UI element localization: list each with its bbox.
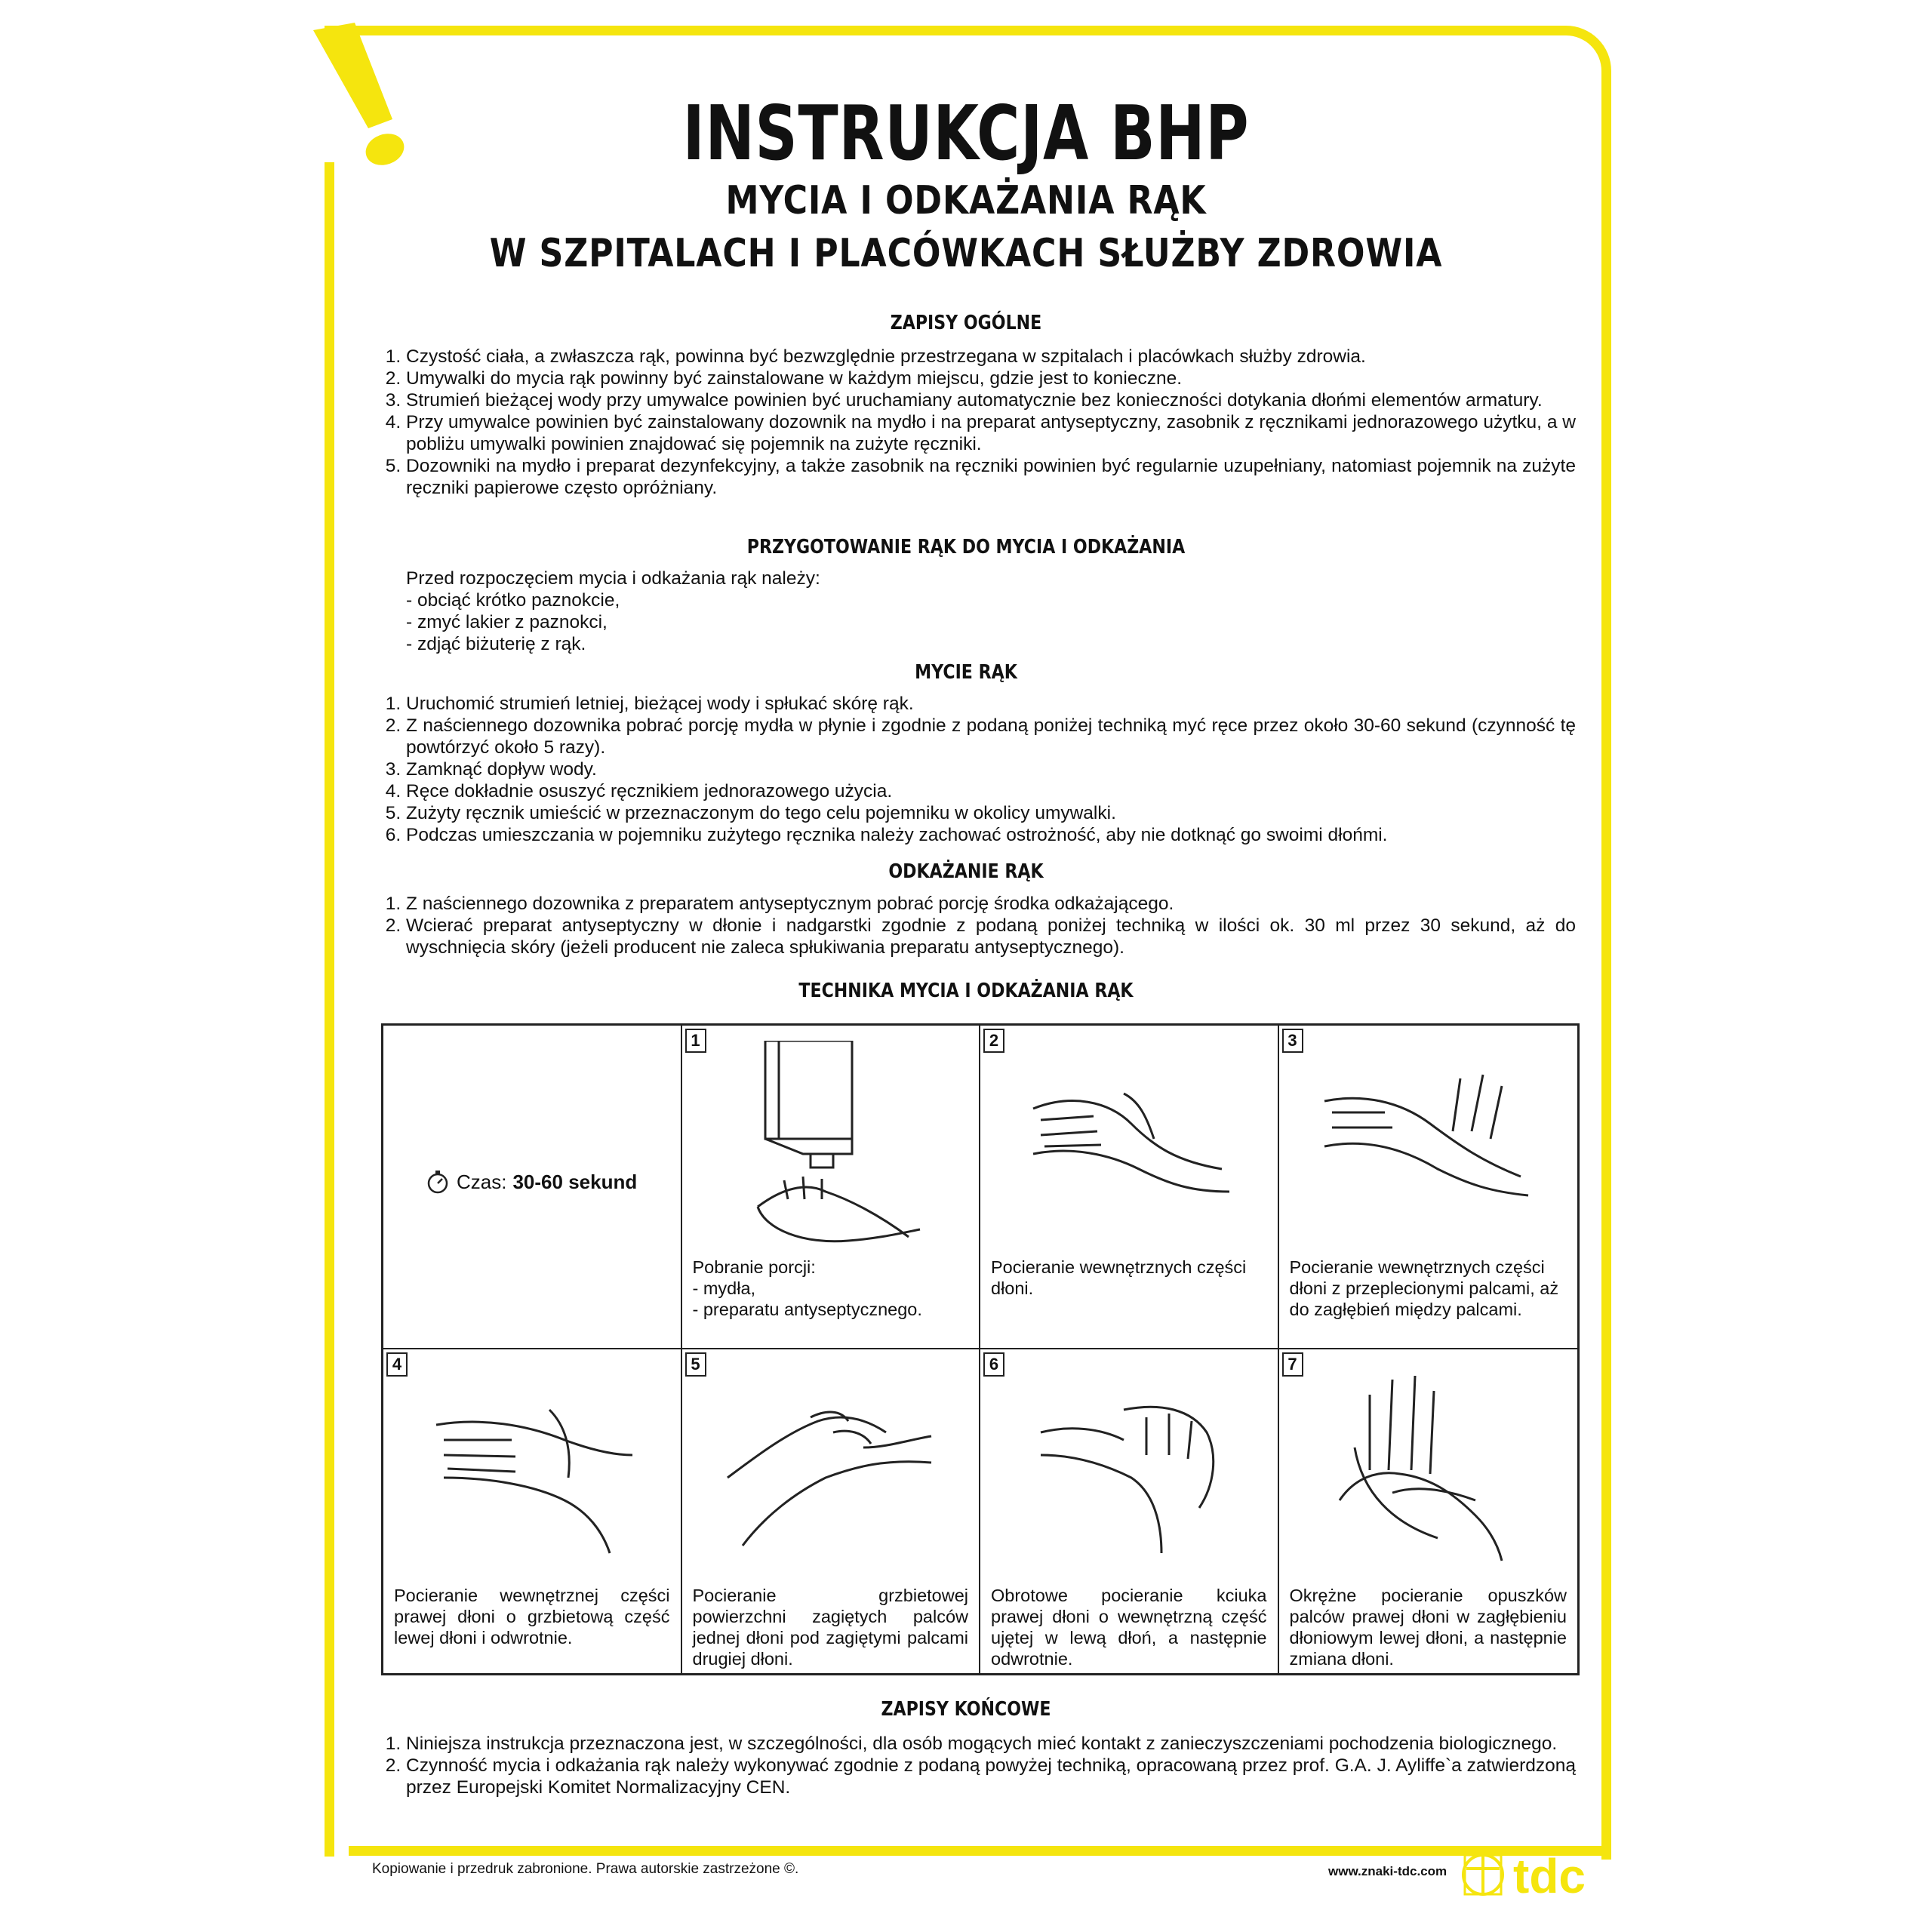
step-caption: Okrężne pocieranie opuszków palców prawej dłoni w zagłębieniu dłoniowym lewej dłoni, a następnie zmiana dłoni.: [1289, 1586, 1567, 1669]
step-4-cell: [383, 1349, 682, 1673]
list-item: 1. Czystość ciała, a zwłaszcza rąk, powinna być bezwzględnie przestrzegana w szpitalach i placówkach służby zdrowia.: [406, 346, 1576, 368]
preparation-intro: Przed rozpoczęciem mycia i odkażania rąk należy:: [406, 568, 820, 589]
list-item: 4. Ręce dokładnie osuszyć ręcznikiem jednorazowego użycia.: [406, 780, 1576, 802]
step-5-cell: [682, 1349, 981, 1673]
step-1-cell: [682, 1026, 981, 1349]
list-item: 4. Przy umywalce powinien być zainstalowany dozownik na mydło i na preparat antyseptyczny, zasobnik z ręcznikami jednorazowego użytku, a w pobliżu umywalki powinien znajdować się pojemnik na zużyte ręczniki.: [406, 411, 1576, 455]
hands-thumb-icon: [1011, 1364, 1244, 1576]
logo-text: tdc: [1513, 1849, 1586, 1902]
step-number: 6: [983, 1352, 1004, 1377]
step-caption: Pocieranie wewnętrznych części dłoni z przeplecionymi palcami, aż do zagłębień między palcami.: [1289, 1257, 1559, 1319]
list-item: 1. Uruchomić strumień letniej, bieżącej wody i spłukać skórę rąk.: [406, 693, 1576, 715]
copyright-notice: Kopiowanie i przedruk zabronione. Prawa autorskie zastrzeżone ©.: [372, 1861, 799, 1877]
preparation-list: [406, 568, 1085, 655]
list-item: 2. Czynność mycia i odkażania rąk należy wykonywać zgodnie z podaną powyżej techniką, opracowaną przez prof. G.A. J. Ayliffe`a zatwierdzoną przez Europejski Komitet Normalizacyjny CEN.: [406, 1755, 1576, 1798]
list-item: - obciąć krótko paznokcie,: [406, 589, 1085, 611]
hands-palms-icon: [1011, 1041, 1244, 1252]
list-item: 2. Wcierać preparat antyseptyczny w dłonie i nadgarstki zgodnie z podaną poniżej techniką w ilości ok. 30 ml przez 30 sekund, aż do wyschnięcia skóry (jeżeli producent nie zaleca spłukiwania preparatu antyseptycznego).: [406, 915, 1576, 958]
technique-grid: [381, 1023, 1580, 1675]
list-item: 1. Niniejsza instrukcja przeznaczona jest, w szczególności, dla osób mogących mieć kontakt z zanieczyszczeniami pochodzenia biologicznego.: [406, 1733, 1576, 1755]
washing-heading: MYCIE RĄK: [915, 661, 1017, 684]
step-number: 4: [386, 1352, 408, 1377]
list-item: 2. Z naściennego dozownika pobrać porcję mydła w płynie i zgodnie z podaną poniżej techniką myć ręce przez około 30-60 sekund (czynność tę powtórzyć około 5 razy).: [406, 715, 1576, 758]
step-caption: Pocieranie wewnętrznych części dłoni.: [991, 1257, 1247, 1298]
list-item: 6. Podczas umieszczania w pojemniku zużytego ręcznika należy zachować ostrożność, aby nie dotknąć go swoimi dłońmi.: [406, 824, 1576, 846]
list-item: 2. Umywalki do mycia rąk powinny być zainstalowane w każdym miejscu, gdzie jest to konieczne.: [406, 368, 1576, 389]
website-link[interactable]: www.znaki-tdc.com: [1328, 1864, 1447, 1878]
list-item: - zdjąć biżuterię z rąk.: [406, 633, 1085, 655]
hands-fingers-locked-icon: [712, 1364, 946, 1576]
list-item: 3. Zamknąć dopływ wody.: [406, 758, 1576, 780]
final-list: [383, 1733, 1576, 1798]
general-heading: ZAPISY OGÓLNE: [890, 312, 1042, 334]
step-number: 5: [685, 1352, 706, 1377]
list-item: 1. Z naściennego dozownika z preparatem antyseptycznym pobrać porcję środka odkażającego.: [406, 893, 1576, 915]
page-subtitle-1: MYCIA I ODKAŻANIA RĄK: [725, 178, 1207, 223]
step-3-cell: [1279, 1026, 1578, 1349]
final-heading: ZAPISY KOŃCOWE: [881, 1698, 1051, 1721]
yellow-frame-bottom: [349, 1846, 1611, 1856]
yellow-frame-left: [325, 162, 334, 1857]
step-caption: Pobranie porcji: - mydła, - preparatu antyseptycznego.: [692, 1257, 922, 1319]
disinfection-heading: ODKAŻANIE RĄK: [888, 860, 1044, 883]
technique-heading: TECHNIKA MYCIA I ODKAŻANIA RĄK: [798, 980, 1134, 1002]
step-caption: Obrotowe pocieranie kciuka prawej dłoni o wewnętrzną część ujętej w lewą dłoń, a następnie odwrotnie.: [991, 1586, 1267, 1669]
washing-list: [383, 693, 1576, 846]
list-item: 5. Zużyty ręcznik umieścić w przeznaczonym do tego celu pojemniku w okolicy umywalki.: [406, 802, 1576, 824]
general-list: [383, 346, 1576, 499]
step-caption: Pocieranie wewnętrznej części prawej dłoni o grzbietową część lewej dłoni i odwrotnie.: [394, 1586, 670, 1647]
dispenser-hand-icon: [712, 1041, 946, 1252]
disinfection-list: [383, 893, 1576, 958]
step-caption: Pocieranie grzbietowej powierzchni zagiętych palców jednej dłoni pod zagiętymi palcami drugiej dłoni.: [692, 1586, 968, 1669]
time-prefix: Czas:: [457, 1170, 507, 1193]
hands-back-icon: [414, 1364, 648, 1576]
page-title: INSTRUKCJA BHP: [682, 89, 1250, 177]
hands-fingertips-icon: [1309, 1364, 1543, 1576]
list-item: 3. Strumień bieżącej wody przy umywalce powinien być uruchamiany automatycznie bez konieczności dotykania dłońmi elementów armatury.: [406, 389, 1576, 411]
hands-interlaced-icon: [1309, 1041, 1543, 1252]
step-number: 3: [1282, 1029, 1303, 1053]
step-6-cell: [980, 1349, 1279, 1673]
page-subtitle-2: W SZPITALACH I PLACÓWKACH SŁUŻBY ZDROWIA: [489, 231, 1443, 276]
stopwatch-icon: [425, 1169, 451, 1195]
step-2-cell: [980, 1026, 1279, 1349]
time-label: [425, 1169, 637, 1195]
list-item: 5. Dozowniki na mydło i preparat dezynfekcyjny, a także zasobnik na ręczniki powinien być regularnie uzupełniany, natomiast pojemnik na zużyte ręczniki papierowe często opróżniany.: [406, 455, 1576, 499]
list-item: - zmyć lakier z paznokci,: [406, 611, 1085, 633]
step-number: 2: [983, 1029, 1004, 1053]
time-cell: [383, 1026, 682, 1349]
step-7-cell: [1279, 1349, 1578, 1673]
step-number: 7: [1282, 1352, 1303, 1377]
step-number: 1: [685, 1029, 706, 1053]
time-value: 30-60 sekund: [512, 1170, 638, 1193]
tdc-logo: [1460, 1847, 1611, 1902]
preparation-heading: PRZYGOTOWANIE RĄK DO MYCIA I ODKAŻANIA: [746, 536, 1186, 558]
